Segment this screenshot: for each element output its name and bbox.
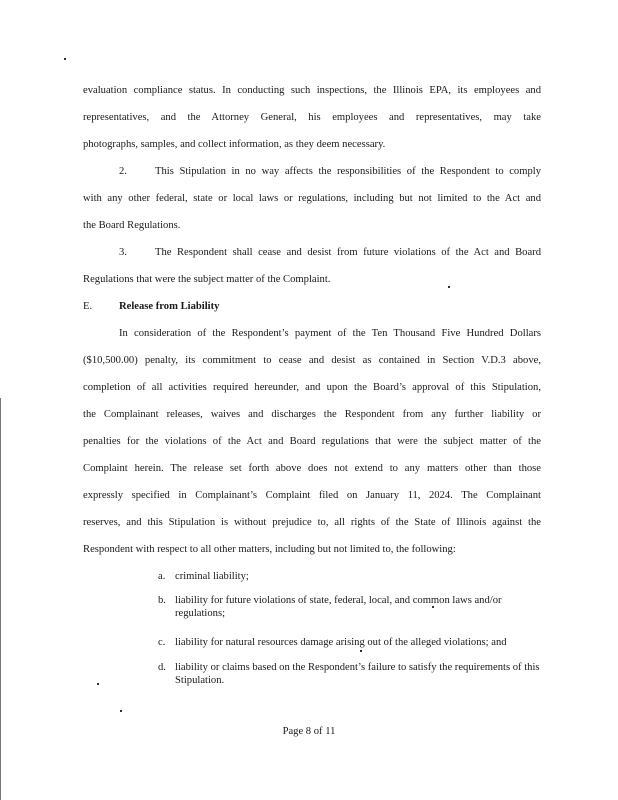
paragraph-line: the Board Regulations.: [83, 220, 181, 231]
scan-speck: [64, 58, 66, 60]
paragraph-line: with any other federal, state or local laws or regulations, including but not limited to the Act and: [83, 193, 541, 204]
paragraph-line: representatives, and the Attorney General, his employees and representatives, may take: [83, 112, 541, 123]
scan-speck: [360, 650, 362, 652]
paragraph-line: Regulations that were the subject matter of the Complaint.: [83, 274, 331, 285]
list-text: liability or claims based on the Respondent’s failure to satisfy the requirements of this Stipulation.: [175, 662, 540, 686]
list-marker: c.: [158, 637, 166, 648]
scan-speck: [120, 710, 122, 712]
list-marker: b.: [158, 595, 166, 606]
list-marker: d.: [158, 662, 166, 673]
paragraph-line: completion of all activities required hereunder, and upon the Board’s approval of this Stipulation,: [83, 382, 541, 393]
section-title: Release from Liability: [119, 301, 220, 312]
paragraph-line: photographs, samples, and collect information, as they deem necessary.: [83, 139, 386, 150]
paragraph-line: expressly specified in Complainant’s Complaint filed on January 11, 2024. The Complainant: [83, 490, 541, 501]
paragraph-line: Respondent with respect to all other matters, including but not limited to, the following:: [83, 544, 456, 555]
paragraph-line: penalties for the violations of the Act and Board regulations that were the subject matter of the: [83, 436, 541, 447]
list-marker: a.: [158, 571, 166, 582]
section-letter: E.: [83, 301, 93, 312]
paragraph-line: In consideration of the Respondent’s payment of the Ten Thousand Five Hundred Dollars: [119, 328, 541, 339]
list-text: liability for natural resources damage arising out of the alleged violations; and: [175, 637, 507, 648]
paragraph-line: This Stipulation in no way affects the responsibilities of the Respondent to comply: [155, 166, 541, 177]
scan-speck: [432, 606, 434, 608]
paragraph-line: evaluation compliance status. In conducting such inspections, the Illinois EPA, its employees and: [83, 85, 541, 96]
paragraph-line: The Respondent shall cease and desist from future violations of the Act and Board: [155, 247, 541, 258]
list-text: criminal liability;: [175, 571, 249, 582]
scan-speck: [97, 683, 99, 685]
item-number: 2.: [119, 166, 127, 177]
scan-speck: [448, 286, 450, 288]
paragraph-line: ($10,500.00) penalty, its commitment to cease and desist as contained in Section V.D.3 above,: [83, 355, 541, 366]
page-footer: Page 8 of 11: [282, 726, 336, 737]
scan-edge-line: [0, 398, 1, 800]
paragraph-line: reserves, and this Stipulation is without prejudice to, all rights of the State of Illinois against the: [83, 517, 541, 528]
paragraph-line: the Complainant releases, waives and discharges the Respondent from any further liability or: [83, 409, 541, 420]
item-number: 3.: [119, 247, 127, 258]
list-text: liability for future violations of state, federal, local, and common laws and/or regulations;: [175, 595, 502, 619]
paragraph-line: Complaint herein. The release set forth above does not extend to any matters other than those: [83, 463, 541, 474]
section-heading: [83, 300, 219, 314]
